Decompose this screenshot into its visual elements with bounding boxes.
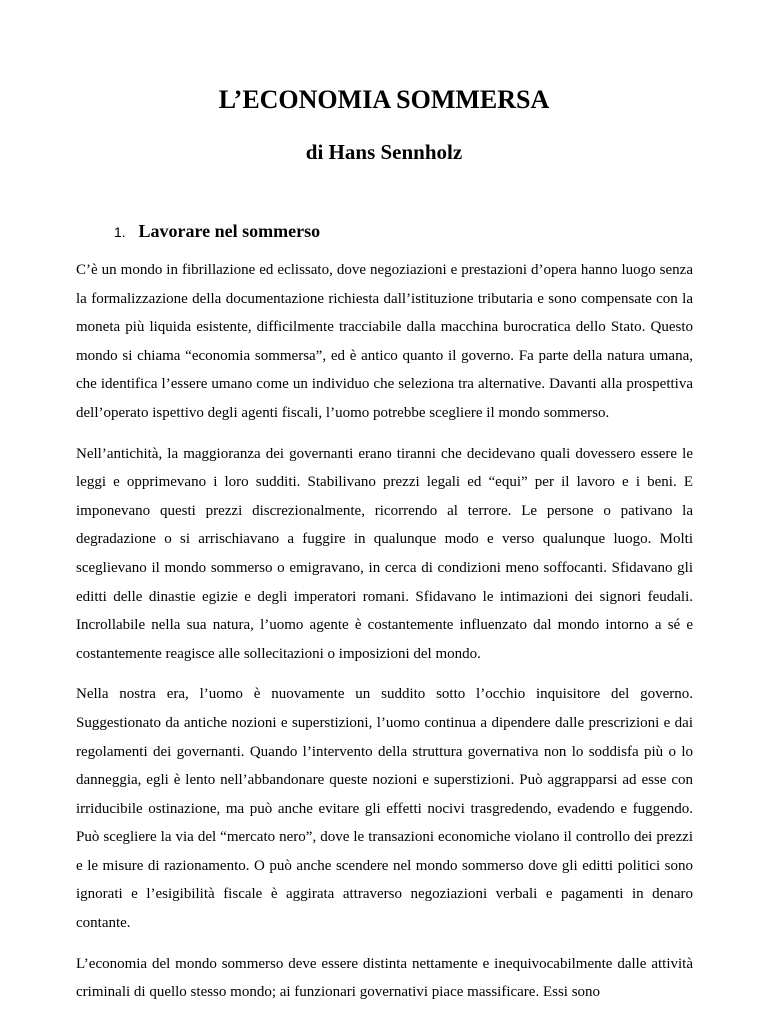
paragraph: Nella nostra era, l’uomo è nuovamente un suddito sotto l’occhio inquisitore del governo. Suggestionato da antiche nozioni e superstizioni, l’uomo continua a dipendere dalle prescrizioni e dai regolamenti dei governanti. Quando l’intervento della struttura governativa non lo soddisfa più o lo danneggia, egli è lento nell’abbandonare queste nozioni e superstizioni. Può aggrapparsi ad esse con irriducibile ostinazione, ma può anche evitare gli effetti nocivi trasgredendo, evadendo e fuggendo. Può scegliere la via del “mercato nero”, dove le transazioni economiche violano il controllo dei prezzi e le misure di razionamento. O può anche scendere nel mondo sommerso dove gli editti politici sono ignorati e l’esigibilità fiscale è aggirata attraverso negoziazioni verbali e pagamenti in denaro contante. — [76, 686, 693, 932]
section-heading — [114, 220, 320, 243]
section-number: 1. — [114, 224, 126, 240]
body-text — [76, 256, 693, 1019]
document-author: di Hans Sennholz — [305, 140, 463, 164]
section-title: Lavorare nel sommerso — [138, 221, 321, 241]
paragraph: L’economia del mondo sommerso deve essere distinta nettamente e inequivocabilmente dalle attività criminali di quello stesso mondo; ai funzionari governativi piace massificare. Essi sono — [76, 955, 693, 1001]
document-title: L’ECONOMIA SOMMERSA — [218, 85, 550, 114]
paragraph: C’è un mondo in fibrillazione ed eclissato, dove negoziazioni e prestazioni d’opera hanno luogo senza la formalizzazione della documentazione richiesta dall’istituzione tributaria e sono compensate con la moneta più liquida esistente, difficilmente tracciabile dalla macchina burocratica dello Stato. Questo mondo si chiama “economia sommersa”, ed è antico quanto il governo. Fa parte della natura umana, che identifica l’essere umano come un individuo che seleziona tra alternative. Davanti alla prospettiva dell’operato ispettivo degli agenti fiscali, l’uomo potrebbe scegliere il mondo sommerso. — [76, 262, 693, 421]
paragraph: Nell’antichità, la maggioranza dei governanti erano tiranni che decidevano quali dovessero essere le leggi e opprimevano i loro sudditi. Stabilivano prezzi legali ed “equi” per il lavoro e i beni. E imponevano questi prezzi discrezionalmente, ricorrendo al terrore. Le persone o pativano la degradazione o si arrischiavano a fuggire in qualunque modo e verso qualunque luogo. Molti sceglievano il mondo sommerso o emigravano, in cerca di condizioni meno soffocanti. Sfidavano gli editti delle dinastie egizie e degli imperatori romani. Sfidavano le intimazioni dei signori feudali. Incrollabile nella sua natura, l’uomo agente è costantemente influenzato dal mondo intorno a sé e costantemente reagisce alle sollecitazioni o imposizioni del mondo. — [76, 445, 693, 662]
